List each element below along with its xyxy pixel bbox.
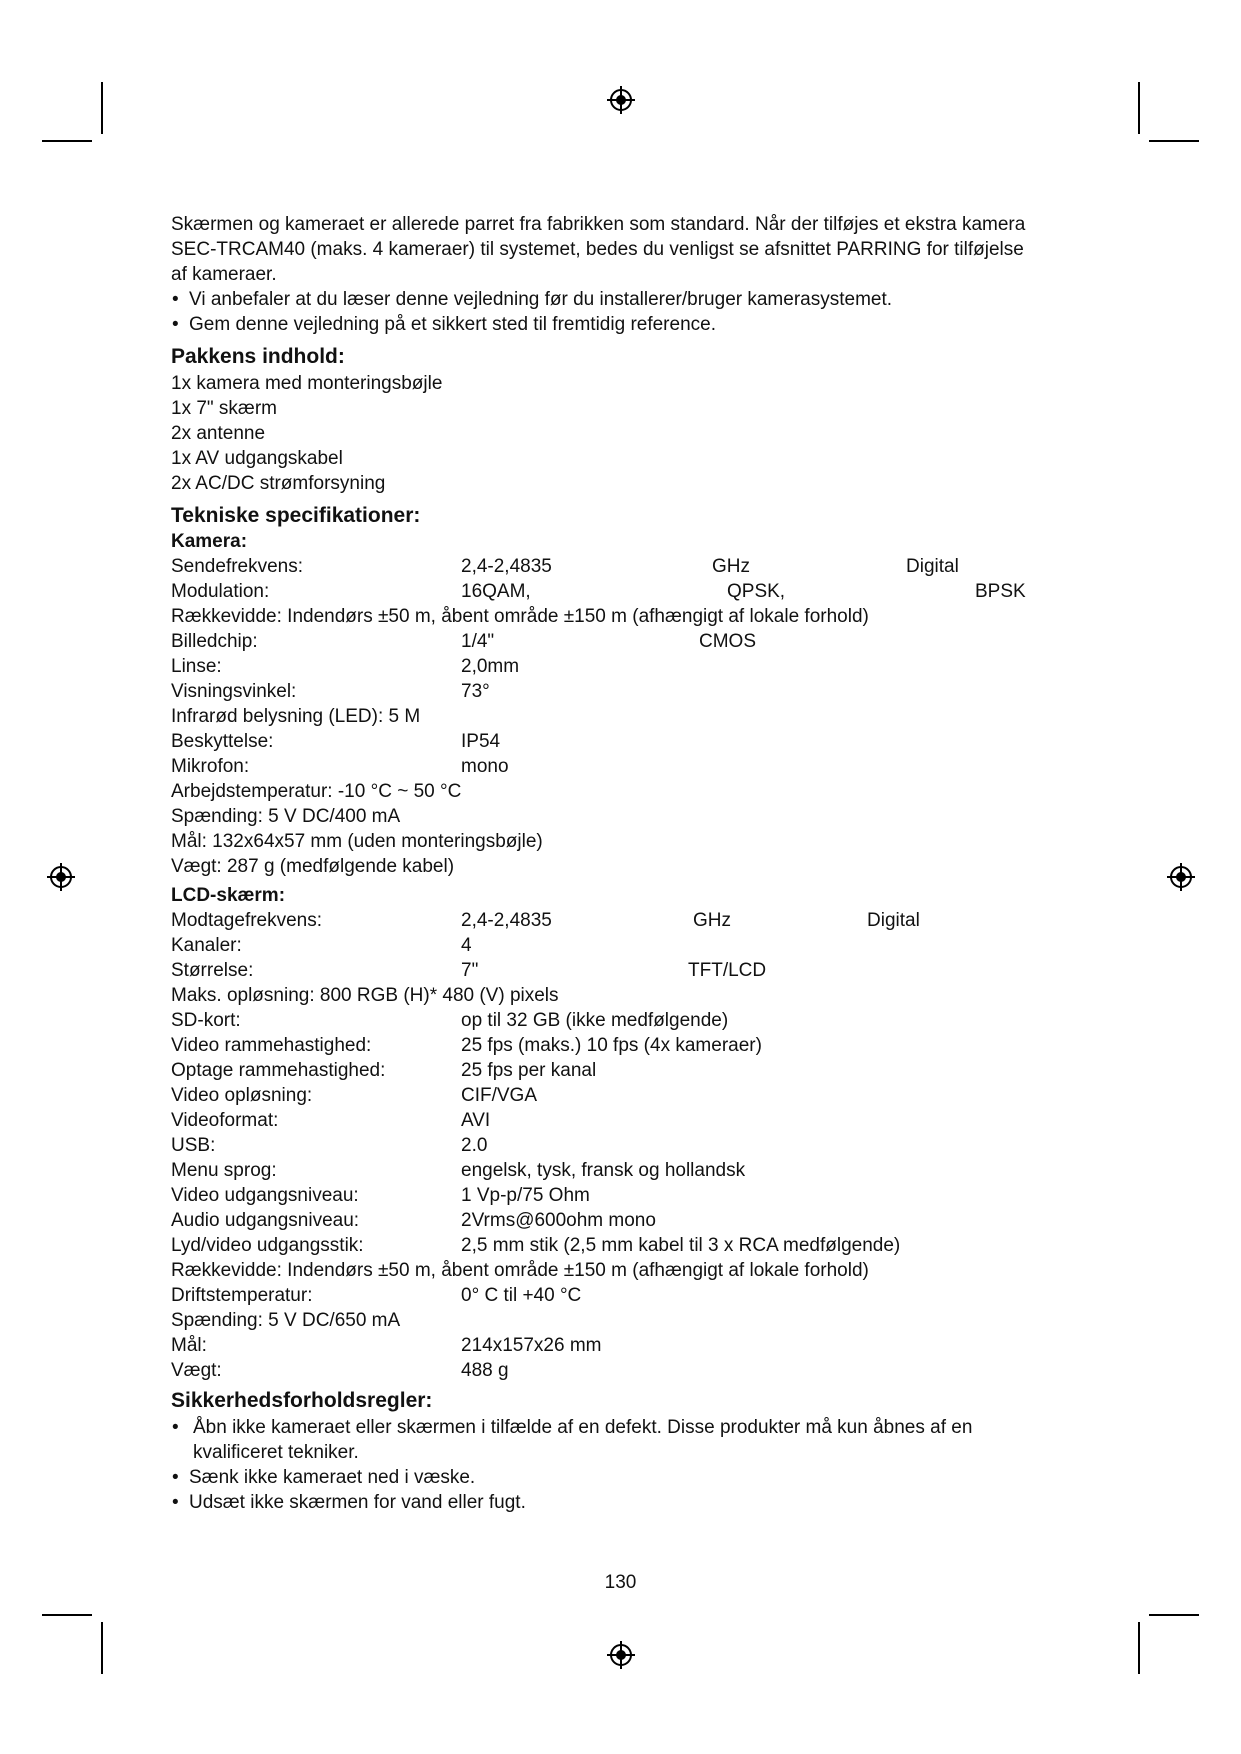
specs-heading: Tekniske specifikationer: [171, 504, 421, 527]
package-heading: Pakkens indhold: [171, 345, 345, 368]
spec-value: 0° C til +40 °C [461, 1285, 582, 1306]
bullet-item: • Vi anbefaler at du læser denne vejledning før du installerer/bruger kamerasystemet. [171, 287, 1071, 312]
spec-label: Visningsvinkel: [171, 681, 297, 702]
bullet-item: • Gem denne vejledning på et sikkert sted til fremtidig reference. [171, 312, 1071, 337]
spec-row [171, 1108, 1071, 1133]
spec-label: Menu sprog: [171, 1160, 277, 1181]
spec-label: Beskyttelse: [171, 731, 274, 752]
crop-mark [42, 1614, 92, 1616]
spec-row-max-resolution: Maks. opløsning: 800 RGB (H)* 480 (V) pixels [171, 985, 559, 1006]
spec-value: op til 32 GB (ikke medfølgende) [461, 1010, 729, 1031]
crop-mark [1138, 82, 1140, 134]
bullet-line: • Åbn ikke kameraet eller skærmen i tilfælde af en defekt. Disse produkter må kun åbnes af en [193, 1417, 973, 1438]
intro-paragraph [171, 212, 1071, 287]
spec-label: Modtagefrekvens: [171, 910, 323, 931]
spec-value: QPSK, [727, 581, 786, 602]
safety-heading: Sikkerhedsforholdsregler: [171, 1389, 433, 1412]
crop-mark [1138, 1622, 1140, 1674]
spec-label: Video rammehastighed: [171, 1035, 372, 1056]
page-number: 130 [604, 1572, 637, 1593]
spec-label: SD-kort: [171, 1010, 241, 1031]
camera-specs [171, 554, 1071, 879]
spec-label: Kanaler: [171, 935, 242, 956]
spec-value: 2Vrms@600ohm mono [461, 1210, 656, 1231]
spec-value: 488 g [461, 1360, 509, 1381]
spec-row-voltage: Spænding: 5 V DC/400 mA [171, 806, 401, 827]
spec-row [171, 1058, 1071, 1083]
spec-row-dimensions [171, 1333, 1071, 1358]
spec-label: Lyd/video udgangsstik: [171, 1235, 364, 1256]
lcd-heading: LCD-skærm: [171, 885, 286, 906]
bullet-line: kvalificeret tekniker. [193, 1442, 359, 1463]
bullet-item: • Sænk ikke kameraet ned i væske. [171, 1465, 1071, 1490]
spec-value: 214x157x26 mm [461, 1335, 602, 1356]
spec-row-operating-temperature [171, 1283, 1071, 1308]
spec-value: BPSK [975, 581, 1026, 602]
spec-row-voltage: Spænding: 5 V DC/650 mA [171, 1310, 401, 1331]
spec-label: Videoformat: [171, 1110, 279, 1131]
spec-value: 2,4-2,4835 [461, 910, 552, 931]
crop-mark [1149, 140, 1199, 142]
package-item: 1x 7" skærm [171, 398, 277, 419]
spec-value: Digital [906, 556, 959, 577]
spec-row-lens [171, 654, 1071, 679]
spec-value: TFT/LCD [688, 960, 767, 981]
spec-value: 2,4-2,4835 [461, 556, 552, 577]
page-content [171, 212, 1071, 1515]
registration-mark-icon [1166, 862, 1196, 892]
spec-row [171, 1133, 1071, 1158]
spec-row-send-frequency [171, 554, 1071, 579]
spec-value: 2,0mm [461, 656, 520, 677]
spec-row-weight: Vægt: 287 g (medfølgende kabel) [171, 856, 455, 877]
spec-label: Modulation: [171, 581, 270, 602]
spec-value: Digital [867, 910, 920, 931]
spec-row-weight [171, 1358, 1071, 1383]
registration-mark-icon [46, 862, 76, 892]
spec-row-range: Rækkevidde: Indendørs ±50 m, åbent område ±150 m (afhængigt af lokale forhold) [171, 606, 869, 627]
lcd-specs [171, 908, 1071, 1383]
spec-row-receive-frequency [171, 908, 1071, 933]
spec-value: 25 fps per kanal [461, 1060, 597, 1081]
spec-label: USB: [171, 1135, 216, 1156]
spec-value: 1/4" [461, 631, 495, 652]
spec-row-temperature: Arbejdstemperatur: -10 °C ~ 50 °C [171, 781, 462, 802]
bullet-item [171, 1415, 1071, 1465]
spec-value: IP54 [461, 731, 501, 752]
spec-value: 16QAM, [461, 581, 531, 602]
spec-row-viewing-angle [171, 679, 1071, 704]
spec-value: 2.0 [461, 1135, 488, 1156]
spec-row-protection [171, 729, 1071, 754]
spec-value: 25 fps (maks.) 10 fps (4x kameraer) [461, 1035, 762, 1056]
spec-row-size [171, 958, 1071, 983]
spec-row-image-chip [171, 629, 1071, 654]
spec-row-microphone [171, 754, 1071, 779]
crop-mark [101, 82, 103, 134]
spec-value: 4 [461, 935, 472, 956]
package-item: 1x kamera med monteringsbøjle [171, 373, 443, 394]
spec-row [171, 1183, 1071, 1208]
intro-line: SEC-TRCAM40 (maks. 4 kameraer) til systemet, bedes du venligst se afsnittet PARRING for tilføjelse [171, 239, 1024, 260]
spec-row [171, 1083, 1071, 1108]
spec-row-modulation [171, 579, 1071, 604]
spec-value: engelsk, tysk, fransk og hollandsk [461, 1160, 746, 1181]
spec-value: CMOS [699, 631, 756, 652]
spec-value: CIF/VGA [461, 1085, 538, 1106]
spec-label: Driftstemperatur: [171, 1285, 313, 1306]
spec-value: 73° [461, 681, 490, 702]
spec-label: Video opløsning: [171, 1085, 313, 1106]
spec-label: Optage rammehastighed: [171, 1060, 386, 1081]
spec-row [171, 1008, 1071, 1033]
spec-value: 1 Vp-p/75 Ohm [461, 1185, 590, 1206]
spec-label: Størrelse: [171, 960, 254, 981]
spec-label: Linse: [171, 656, 222, 677]
spec-row [171, 1033, 1071, 1058]
spec-row-infrared: Infrarød belysning (LED): 5 M [171, 706, 421, 727]
spec-row [171, 1233, 1071, 1258]
intro-bullet-list [171, 287, 1071, 337]
spec-value: 7" [461, 960, 479, 981]
spec-row-range: Rækkevidde: Indendørs ±50 m, åbent område ±150 m (afhængigt af lokale forhold) [171, 1260, 869, 1281]
spec-value: AVI [461, 1110, 491, 1131]
crop-mark [42, 140, 92, 142]
package-item: 2x AC/DC strømforsyning [171, 473, 386, 494]
spec-row-dimensions: Mål: 132x64x57 mm (uden monteringsbøjle) [171, 831, 543, 852]
spec-row-channels [171, 933, 1071, 958]
intro-line: Skærmen og kameraet er allerede parret fra fabrikken som standard. Når der tilføjes et ekstra kamera [171, 214, 1026, 235]
package-item: 2x antenne [171, 423, 266, 444]
spec-value: mono [461, 756, 509, 777]
spec-label: Mikrofon: [171, 756, 250, 777]
spec-value: GHz [693, 910, 731, 931]
spec-row [171, 1158, 1071, 1183]
registration-mark-icon [606, 1640, 636, 1670]
spec-label: Mål: [171, 1335, 207, 1356]
spec-label: Vægt: [171, 1360, 222, 1381]
spec-label: Video udgangsniveau: [171, 1185, 359, 1206]
bullet-item: • Udsæt ikke skærmen for vand eller fugt. [171, 1490, 1071, 1515]
camera-heading: Kamera: [171, 531, 248, 552]
spec-label: Billedchip: [171, 631, 258, 652]
spec-label: Sendefrekvens: [171, 556, 304, 577]
intro-line: af kameraer. [171, 264, 277, 285]
spec-value: 2,5 mm stik (2,5 mm kabel til 3 x RCA medfølgende) [461, 1235, 901, 1256]
crop-mark [1149, 1614, 1199, 1616]
registration-mark-icon [606, 85, 636, 115]
spec-row [171, 1208, 1071, 1233]
package-item: 1x AV udgangskabel [171, 448, 343, 469]
spec-label: Audio udgangsniveau: [171, 1210, 360, 1231]
safety-bullet-list [171, 1415, 1071, 1515]
package-list [171, 371, 1071, 496]
crop-mark [101, 1622, 103, 1674]
spec-value: GHz [712, 556, 750, 577]
